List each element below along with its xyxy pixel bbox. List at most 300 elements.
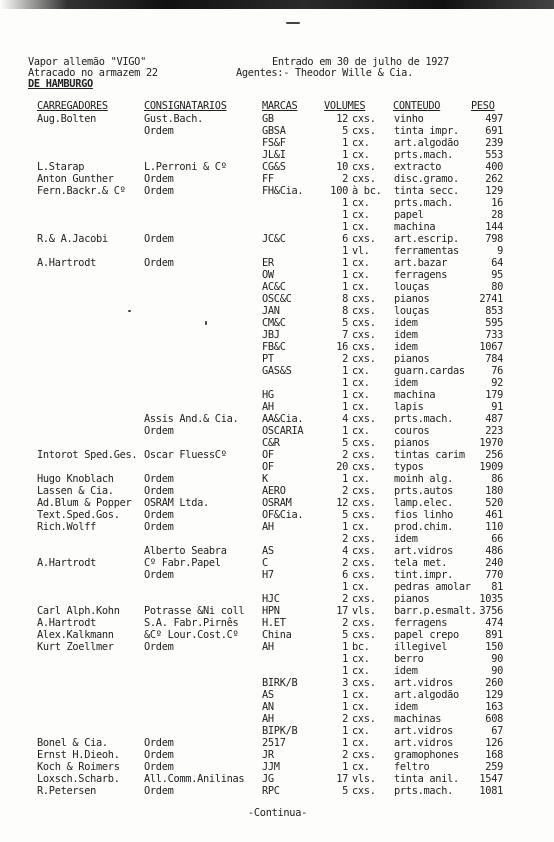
cell-mark: AH [262, 401, 274, 413]
cell-content: idem [394, 665, 418, 677]
cell-unit: cxs. [352, 617, 376, 629]
cell-content: pedras amolar [394, 581, 471, 593]
cell-weight: 90 [491, 653, 503, 665]
cell-content: vinho [394, 113, 424, 125]
cell-unit: cxs. [352, 785, 376, 797]
cell-shipper: Fern.Backr.& Cº [37, 185, 126, 197]
cell-weight: 262 [485, 173, 503, 185]
cell-consignee: Ordem [144, 233, 174, 245]
cell-unit: cxs. [352, 545, 376, 557]
cell-content: moinh alg. [394, 473, 453, 485]
cell-weight: 16 [491, 197, 503, 209]
cell-mark: AS [262, 689, 274, 701]
cell-qty: 1 [342, 521, 348, 533]
cell-unit: cxs. [352, 629, 376, 641]
cell-content: prts.mach. [394, 413, 453, 425]
cell-consignee: L.Perroni & Cº [144, 161, 227, 173]
col-header-contents: CONTEUDO [393, 100, 441, 112]
cell-unit: cxs. [352, 509, 376, 521]
cell-weight: 1547 [479, 773, 503, 785]
cell-weight: 239 [485, 137, 503, 149]
cell-mark: OSRAM [262, 497, 292, 509]
cell-qty: 12 [336, 497, 348, 509]
cell-qty: 1 [342, 197, 348, 209]
cell-content: berro [394, 653, 424, 665]
cell-unit: cx. [352, 149, 370, 161]
cell-shipper: Bonel & Cia. [37, 737, 108, 749]
cell-weight: 487 [485, 413, 503, 425]
cell-unit: cxs. [352, 317, 376, 329]
cell-qty: 1 [342, 653, 348, 665]
cell-unit: cxs. [352, 461, 376, 473]
cell-weight: 497 [485, 113, 503, 125]
cell-unit: cx. [352, 137, 370, 149]
cell-consignee: Gust.Bach. [144, 113, 203, 125]
cell-mark: K [262, 473, 268, 485]
cell-weight: 95 [491, 269, 503, 281]
cell-weight: 3756 [479, 605, 503, 617]
cell-weight: 474 [485, 617, 503, 629]
cell-content: fios linho [394, 509, 453, 521]
cell-unit: cx. [352, 281, 370, 293]
cell-weight: 595 [485, 317, 503, 329]
cell-qty: 2 [342, 533, 348, 545]
cell-mark: JR [262, 749, 274, 761]
cell-unit: cx. [352, 209, 370, 221]
cell-weight: 1067 [479, 341, 503, 353]
cell-content: art.algodão [394, 689, 459, 701]
cell-qty: 16 [336, 341, 348, 353]
cell-consignee: Ordem [144, 785, 174, 797]
cell-qty: 5 [342, 629, 348, 641]
cell-mark: C&R [262, 437, 280, 449]
cell-weight: 163 [485, 701, 503, 713]
origin-port: DE HAMBURGO [28, 78, 93, 90]
cell-qty: 17 [336, 773, 348, 785]
cell-consignee: Ordem [144, 473, 174, 485]
cell-mark: OF [262, 461, 274, 473]
cell-qty: 1 [342, 377, 348, 389]
cell-shipper: A.Hartrodt [37, 257, 96, 269]
cell-weight: 9 [497, 245, 503, 257]
cell-content: barr.p.esmalt. [394, 605, 477, 617]
cell-unit: cx. [352, 521, 370, 533]
cell-content: idem [394, 701, 418, 713]
cell-mark: GAS&S [262, 365, 292, 377]
cell-mark: BIRK/B [262, 677, 298, 689]
cell-weight: 86 [491, 473, 503, 485]
cell-weight: 129 [485, 689, 503, 701]
cell-content: louças [394, 281, 430, 293]
cell-qty: 17 [336, 605, 348, 617]
cell-consignee: Oscar FluessCº [144, 449, 227, 461]
cell-qty: 6 [342, 233, 348, 245]
cell-unit: cx. [352, 665, 370, 677]
cell-unit: cx. [352, 425, 370, 437]
cell-mark: BIPK/B [262, 725, 298, 737]
cell-unit: cxs. [352, 749, 376, 761]
cell-mark: JG [262, 773, 274, 785]
cell-consignee: Ordem [144, 485, 174, 497]
col-header-marks: MARCAS [262, 100, 298, 112]
cell-shipper: Ad.Blum & Popper [37, 497, 132, 509]
cell-unit: cxs. [352, 341, 376, 353]
cell-content: papel [394, 209, 424, 221]
cell-mark: China [262, 629, 292, 641]
cell-qty: 1 [342, 701, 348, 713]
cell-weight: 179 [485, 389, 503, 401]
cell-weight: 260 [485, 677, 503, 689]
cell-unit: cxs. [352, 569, 376, 581]
cell-weight: 608 [485, 713, 503, 725]
cell-mark: FH&Cia. [262, 185, 304, 197]
cell-unit: cxs. [352, 113, 376, 125]
cell-weight: 784 [485, 353, 503, 365]
cell-consignee: Alberto Seabra [144, 545, 227, 557]
agents-info: Agentes:- Theodor Wille & Cia. [236, 67, 413, 79]
cell-content: art.vidros [394, 725, 453, 737]
scan-top-edge [0, 0, 554, 9]
cell-content: tinta anil. [394, 773, 459, 785]
cell-unit: vl. [352, 245, 370, 257]
cell-content: tint.impr. [394, 569, 453, 581]
cell-shipper: Loxsch.Scharb. [37, 773, 120, 785]
cell-weight: 90 [491, 665, 503, 677]
cell-qty: 1 [342, 389, 348, 401]
cell-weight: 81 [491, 581, 503, 593]
cell-weight: 92 [491, 377, 503, 389]
cell-qty: 1 [342, 401, 348, 413]
cell-consignee: OSRAM Ltda. [144, 497, 209, 509]
cell-unit: cxs. [352, 413, 376, 425]
cell-qty: 3 [342, 677, 348, 689]
cell-consignee: &Cº Lour.Cost.Cº [144, 629, 239, 641]
cell-weight: 91 [491, 401, 503, 413]
cell-unit: cx. [352, 737, 370, 749]
cell-consignee: Ordem [144, 125, 174, 137]
cell-mark: AH [262, 713, 274, 725]
cell-content: pianos [394, 353, 430, 365]
cell-unit: cxs. [352, 329, 376, 341]
cell-mark: C [262, 557, 268, 569]
cell-qty: 2 [342, 449, 348, 461]
cell-content: prts.autos [394, 485, 453, 497]
cell-qty: 2 [342, 485, 348, 497]
cell-content: pianos [394, 437, 430, 449]
cell-qty: 100 [330, 185, 348, 197]
cell-unit: cx. [352, 473, 370, 485]
cell-mark: HPN [262, 605, 280, 617]
cell-consignee: Ordem [144, 761, 174, 773]
cell-unit: cx. [352, 653, 370, 665]
cell-shipper: Rich.Wolff [37, 521, 96, 533]
cell-shipper: Alex.Kalkmann [37, 629, 114, 641]
cell-unit: cxs. [352, 353, 376, 365]
cell-mark: JC&C [262, 233, 286, 245]
cell-shipper: Anton Gunther [37, 173, 114, 185]
cell-shipper: Lassen & Cia. [37, 485, 114, 497]
cell-unit: cxs. [352, 437, 376, 449]
cell-content: lapis [394, 401, 424, 413]
cell-qty: 2 [342, 617, 348, 629]
cell-content: typos [394, 461, 424, 473]
cell-weight: 180 [485, 485, 503, 497]
cell-qty: 1 [342, 473, 348, 485]
cell-unit: cxs. [352, 233, 376, 245]
cell-qty: 4 [342, 545, 348, 557]
cell-content: prod.chim. [394, 521, 453, 533]
cell-unit: à bc. [352, 185, 382, 197]
cell-qty: 1 [342, 137, 348, 149]
cell-unit: cx. [352, 257, 370, 269]
cell-weight: 223 [485, 425, 503, 437]
cell-unit: cx. [352, 221, 370, 233]
cell-content: disc.gramo. [394, 173, 459, 185]
cell-mark: OSC&C [262, 293, 292, 305]
cell-mark: OF&Cia. [262, 509, 304, 521]
cell-qty: 1 [342, 365, 348, 377]
cell-qty: 1 [342, 581, 348, 593]
cell-weight: 1081 [479, 785, 503, 797]
cell-consignee: Ordem [144, 173, 174, 185]
cell-consignee: Cº Fabr.Papel [144, 557, 221, 569]
cell-mark: GBSA [262, 125, 286, 137]
cell-mark: FS&F [262, 137, 286, 149]
cell-weight: 110 [485, 521, 503, 533]
cell-mark: JAN [262, 305, 280, 317]
cell-weight: 891 [485, 629, 503, 641]
cell-qty: 5 [342, 785, 348, 797]
cell-mark: CG&S [262, 161, 286, 173]
cell-weight: 76 [491, 365, 503, 377]
cell-content: idem [394, 341, 418, 353]
cell-weight: 770 [485, 569, 503, 581]
cell-shipper: L.Starap [37, 161, 85, 173]
cell-mark: OW [262, 269, 274, 281]
cell-mark: HG [262, 389, 274, 401]
cell-unit: cx. [352, 389, 370, 401]
cell-unit: cx. [352, 197, 370, 209]
cell-shipper: Intorot Sped.Ges. [37, 449, 138, 461]
cell-mark: H7 [262, 569, 274, 581]
cell-content: art.vidros [394, 737, 453, 749]
cell-mark: CM&C [262, 317, 286, 329]
cell-unit: cx. [352, 689, 370, 701]
cell-qty: 2 [342, 713, 348, 725]
cell-mark: PT [262, 353, 274, 365]
cell-content: couros [394, 425, 430, 437]
cell-weight: 1909 [479, 461, 503, 473]
cell-weight: 80 [491, 281, 503, 293]
cell-shipper: Aug.Bolten [37, 113, 96, 125]
cell-content: pianos [394, 593, 430, 605]
cell-qty: 1 [342, 221, 348, 233]
cell-consignee: Ordem [144, 521, 174, 533]
cell-weight: 126 [485, 737, 503, 749]
cell-content: papel crepo [394, 629, 459, 641]
cell-unit: cxs. [352, 533, 376, 545]
cell-shipper: A.Hartrodt [37, 617, 96, 629]
cell-content: idem [394, 377, 418, 389]
cell-unit: cxs. [352, 485, 376, 497]
cell-qty: 7 [342, 329, 348, 341]
cell-consignee: Ordem [144, 737, 174, 749]
cell-mark: OF [262, 449, 274, 461]
cell-consignee: Ordem [144, 257, 174, 269]
cell-unit: bc. [352, 641, 370, 653]
cell-unit: cxs. [352, 497, 376, 509]
scan-speck [128, 310, 131, 312]
cell-weight: 2741 [479, 293, 503, 305]
cell-unit: cxs. [352, 449, 376, 461]
cell-qty: 6 [342, 569, 348, 581]
cell-mark: FB&C [262, 341, 286, 353]
cell-mark: AN [262, 701, 274, 713]
cell-mark: AH [262, 641, 274, 653]
cell-content: louças [394, 305, 430, 317]
col-header-volumes: VOLUMES [324, 100, 366, 112]
cell-mark: ER [262, 257, 274, 269]
cell-unit: cx. [352, 725, 370, 737]
cell-shipper: R.& A.Jacobi [37, 233, 108, 245]
cell-mark: HJC [262, 593, 280, 605]
cell-content: feltro [394, 761, 430, 773]
cell-qty: 1 [342, 269, 348, 281]
cell-mark: JBJ [262, 329, 280, 341]
cell-mark: AH [262, 521, 274, 533]
cell-weight: 150 [485, 641, 503, 653]
cell-qty: 10 [336, 161, 348, 173]
cell-content: tela met. [394, 557, 448, 569]
cell-weight: 240 [485, 557, 503, 569]
cell-mark: AS [262, 545, 274, 557]
cell-unit: cx. [352, 581, 370, 593]
cell-weight: 1970 [479, 437, 503, 449]
cell-unit: cxs. [352, 305, 376, 317]
scan-speck [205, 321, 207, 325]
cell-shipper: R.Petersen [37, 785, 96, 797]
cell-qty: 2 [342, 353, 348, 365]
vessel-name: Vapor allemão "VIGO" [28, 56, 146, 68]
cell-qty: 1 [342, 425, 348, 437]
cell-weight: 520 [485, 497, 503, 509]
cell-shipper: Hugo Knoblach [37, 473, 114, 485]
cell-qty: 2 [342, 173, 348, 185]
cell-unit: cxs. [352, 161, 376, 173]
cell-unit: cxs. [352, 677, 376, 689]
cell-mark: AA&Cia. [262, 413, 304, 425]
cell-content: guarn.cardas [394, 365, 465, 377]
cell-mark: H.ET [262, 617, 286, 629]
cell-qty: 12 [336, 113, 348, 125]
cell-weight: 256 [485, 449, 503, 461]
cell-weight: 28 [491, 209, 503, 221]
cell-weight: 66 [491, 533, 503, 545]
cell-content: ferragens [394, 617, 448, 629]
cell-shipper: Koch & Roimers [37, 761, 120, 773]
cell-content: machina [394, 221, 436, 233]
cell-weight: 168 [485, 749, 503, 761]
cell-qty: 2 [342, 749, 348, 761]
cell-consignee: Potrasse &Ni coll [144, 605, 245, 617]
cell-content: art.algodão [394, 137, 459, 149]
warehouse-info: Atracado no armazem 22 [28, 67, 158, 79]
cell-unit: cxs. [352, 593, 376, 605]
col-header-consignees: CONSIGNATARIOS [144, 100, 227, 112]
cell-weight: 553 [485, 149, 503, 161]
cell-content: idem [394, 317, 418, 329]
cell-consignee: S.A. Fabr.Pirnês [144, 617, 239, 629]
cell-content: pianos [394, 293, 430, 305]
cell-content: machina [394, 389, 436, 401]
cell-qty: 1 [342, 149, 348, 161]
cell-shipper: Text.Sped.Gos. [37, 509, 120, 521]
cell-qty: 4 [342, 413, 348, 425]
cell-qty: 1 [342, 737, 348, 749]
cell-unit: vls. [352, 605, 376, 617]
cell-mark: JJM [262, 761, 280, 773]
cell-qty: 2 [342, 593, 348, 605]
cell-unit: cxs. [352, 293, 376, 305]
cell-unit: cx. [352, 269, 370, 281]
cell-unit: cx. [352, 401, 370, 413]
cell-shipper: Carl Alph.Kohn [37, 605, 120, 617]
cell-content: ferramentas [394, 245, 459, 257]
cell-weight: 259 [485, 761, 503, 773]
col-header-weight: PESO [471, 100, 495, 112]
cell-qty: 5 [342, 125, 348, 137]
cell-shipper: A.Hartrodt [37, 557, 96, 569]
cell-consignee: All.Comm.Anilinas [144, 773, 245, 785]
cell-consignee: Assis And.& Cia. [144, 413, 239, 425]
cell-qty: 5 [342, 509, 348, 521]
cell-qty: 20 [336, 461, 348, 473]
cell-content: art.escrip. [394, 233, 459, 245]
cell-qty: 1 [342, 689, 348, 701]
cell-content: illegivel [394, 641, 448, 653]
cell-weight: 853 [485, 305, 503, 317]
cell-mark: AC&C [262, 281, 286, 293]
cell-weight: 486 [485, 545, 503, 557]
cell-weight: 733 [485, 329, 503, 341]
cell-consignee: Ordem [144, 569, 174, 581]
cell-consignee: Ordem [144, 425, 174, 437]
cell-content: tinta secc. [394, 185, 459, 197]
cell-content: extracto [394, 161, 442, 173]
cell-mark: OSCARIA [262, 425, 304, 437]
cell-shipper: Kurt Zoellmer [37, 641, 114, 653]
cell-consignee: Ordem [144, 509, 174, 521]
cell-content: prts.mach. [394, 785, 453, 797]
cell-mark: RPC [262, 785, 280, 797]
cell-mark: GB [262, 113, 274, 125]
cell-weight: 798 [485, 233, 503, 245]
cell-qty: 1 [342, 641, 348, 653]
arrival-date: Entrado em 30 de julho de 1927 [272, 56, 449, 68]
cell-qty: 5 [342, 437, 348, 449]
cell-content: art.vidros [394, 545, 453, 557]
cell-content: ferragens [394, 269, 448, 281]
cell-content: idem [394, 329, 418, 341]
cell-weight: 400 [485, 161, 503, 173]
cell-content: idem [394, 533, 418, 545]
cell-unit: cxs. [352, 557, 376, 569]
cell-unit: vls. [352, 773, 376, 785]
cell-unit: cxs. [352, 713, 376, 725]
cell-consignee: Ordem [144, 749, 174, 761]
cell-qty: 1 [342, 665, 348, 677]
cell-qty: 1 [342, 257, 348, 269]
